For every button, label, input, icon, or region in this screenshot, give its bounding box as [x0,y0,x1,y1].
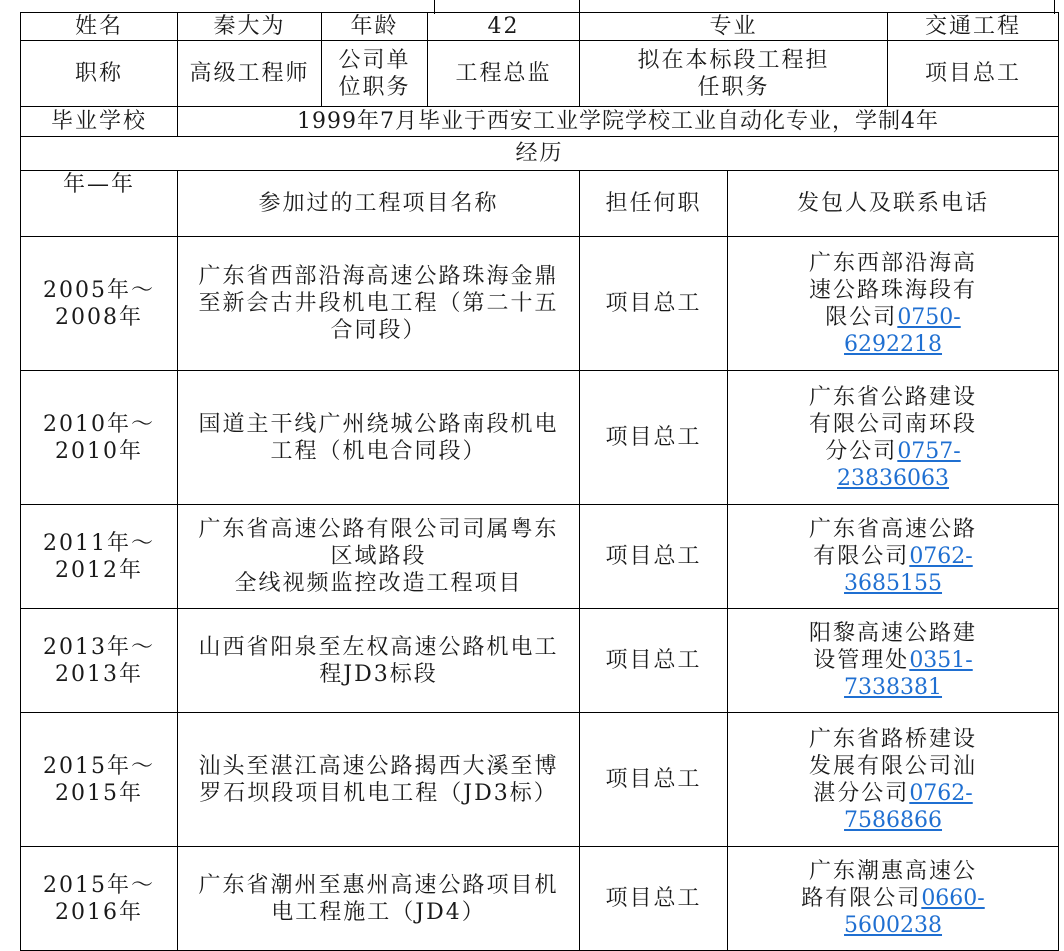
project-cell-line: 广东省西部沿海高速公路珠海金鼎 [198,264,559,289]
employer-cell [728,609,1059,713]
employer-text: 有限公司南环段 [809,411,978,437]
project-cell-line: 程JD3标段 [319,661,438,687]
experience-row [21,237,1059,371]
employer-line [742,620,1044,647]
employer-line [742,912,1044,939]
role-cell: 项目总工 [580,237,728,371]
role-cell: 项目总工 [580,371,728,505]
years-cell-line: 2015年～ [43,872,155,898]
project-cell-line: 至新会古井段机电工程（第二十五 [198,291,559,316]
name-value: 秦大为 [178,13,322,41]
school-row [21,107,1059,137]
employer-text: 广东省路桥建设 [809,726,978,752]
employer-text: 路有限公司 [801,886,922,911]
project-cell-line: 汕头至湛江高速公路揭西大溪至博 [198,753,559,779]
project-cell [178,713,580,847]
employer-text: 有限公司 [813,544,910,569]
employer-line [742,465,1044,492]
employer-line [742,807,1044,834]
employer-cell [728,847,1059,951]
years-cell [21,371,178,505]
project-cell-line: 工程（机电合同段） [270,438,487,464]
resume-table [20,12,1059,951]
employer-line [742,780,1044,807]
years-cell-line: 2016年 [55,899,143,925]
years-cell-line: 2015年 [55,780,143,806]
years-cell-line: 2015年～ [43,753,155,779]
planned-role-value: 项目总工 [888,41,1059,107]
col-years-header: 年—年 [21,171,178,237]
employer-line [742,753,1044,780]
years-cell [21,237,178,371]
years-cell-line: 2010年 [55,438,143,464]
project-cell [178,237,580,371]
employer-cell [728,713,1059,847]
employer-line [742,250,1044,277]
phone-link[interactable]: 0750- [897,304,961,330]
role-cell: 项目总工 [580,609,728,713]
employer-text: 广东西部沿海高 [809,250,978,276]
employer-line [742,277,1044,304]
school-label: 毕业学校 [21,107,178,137]
title-row [21,41,1059,107]
employer-text: 发展有限公司汕 [809,753,978,779]
age-label: 年龄 [322,13,428,41]
employer-line [742,674,1044,701]
employer-line [742,726,1044,753]
project-cell [178,371,580,505]
phone-link[interactable]: 5600238 [844,913,943,938]
phone-link[interactable]: 3685155 [844,571,943,596]
employer-line [742,647,1044,674]
employer-line [742,543,1044,570]
years-cell [21,847,178,951]
company-role-label: 公司单位职务 [322,41,428,107]
years-cell-line: 2013年～ [43,634,155,660]
experience-header-row [21,171,1059,237]
phone-link[interactable]: 0762- [909,780,973,806]
major-label: 专业 [580,13,888,41]
col-employer-header: 发包人及联系电话 [728,171,1059,237]
project-cell-line: 国道主干线广州绕城公路南段机电 [198,411,559,437]
school-value: 1999年7月毕业于西安工业学院学校工业自动化专业，学制4年 [178,107,1059,137]
project-cell [178,847,580,951]
phone-link[interactable]: 0351- [909,648,973,673]
employer-line [742,304,1044,331]
employer-text: 湛分公司 [813,780,910,806]
project-cell-line: 广东省潮州至惠州高速公路项目机 [198,872,559,898]
experience-row [21,847,1059,951]
age-value: 42 [428,13,580,41]
col-role-header: 担任何职 [580,171,728,237]
project-cell-line: 合同段） [330,318,427,343]
phone-link[interactable]: 0757- [897,438,961,464]
employer-text: 设管理处 [813,648,910,673]
employer-cell [728,237,1059,371]
employer-line [742,384,1044,411]
experience-row [21,713,1059,847]
project-cell-line: 电工程施工（JD4） [271,899,486,925]
years-cell-line: 2010年～ [43,411,155,437]
project-cell-line: 山西省阳泉至左权高速公路机电工 [198,634,559,660]
employer-line [742,331,1044,358]
employer-line [742,570,1044,597]
years-cell-line: 2011年～ [43,530,155,556]
employer-text: 广东省高速公路 [809,517,978,542]
employer-text: 分公司 [825,438,898,464]
experience-section-title: 经历 [21,137,1059,171]
years-cell-line: 2005年～ [43,277,155,303]
project-cell-line: 全线视频监控改造工程项目 [234,571,523,596]
experience-row [21,505,1059,609]
project-cell-line: 罗石坝段项目机电工程（JD3标） [199,780,558,806]
project-cell-line: 区域路段 [330,544,427,569]
title-label: 职称 [21,41,178,107]
company-role-value: 工程总监 [428,41,580,107]
employer-text: 广东潮惠高速公 [809,859,978,884]
employer-line [742,411,1044,438]
name-label: 姓名 [21,13,178,41]
phone-link[interactable]: 23836063 [837,465,950,491]
employer-line [742,858,1044,885]
title-value: 高级工程师 [178,41,322,107]
phone-link[interactable]: 7586866 [844,807,943,833]
years-cell [21,713,178,847]
major-value: 交通工程 [888,13,1059,41]
experience-row [21,371,1059,505]
phone-link[interactable]: 0660- [921,886,985,911]
phone-link[interactable]: 6292218 [844,331,943,357]
project-cell [178,505,580,609]
employer-line [742,438,1044,465]
years-cell-line: 2013年 [55,661,143,687]
phone-link[interactable]: 7338381 [844,675,943,700]
employer-text: 限公司 [825,304,898,330]
experience-row [21,609,1059,713]
project-cell [178,609,580,713]
planned-role-label: 拟在本标段工程担任职务 [580,41,888,107]
experience-section-row [21,137,1059,171]
years-cell [21,505,178,609]
role-cell: 项目总工 [580,505,728,609]
col-project-header: 参加过的工程项目名称 [178,171,580,237]
years-cell-line: 2008年 [55,304,143,330]
employer-line [742,885,1044,912]
role-cell: 项目总工 [580,847,728,951]
employer-text: 广东省公路建设 [809,384,978,410]
years-cell [21,609,178,713]
phone-link[interactable]: 0762- [909,544,973,569]
employer-line [742,516,1044,543]
experience-rows [21,237,1059,951]
basic-info-row [21,13,1059,41]
employer-cell [728,505,1059,609]
employer-text: 速公路珠海段有 [809,277,978,303]
employer-cell [728,371,1059,505]
role-cell: 项目总工 [580,713,728,847]
project-cell-line: 广东省高速公路有限公司司属粤东 [198,517,559,542]
employer-text: 阳黎高速公路建 [809,621,978,646]
years-cell-line: 2012年 [55,557,143,583]
